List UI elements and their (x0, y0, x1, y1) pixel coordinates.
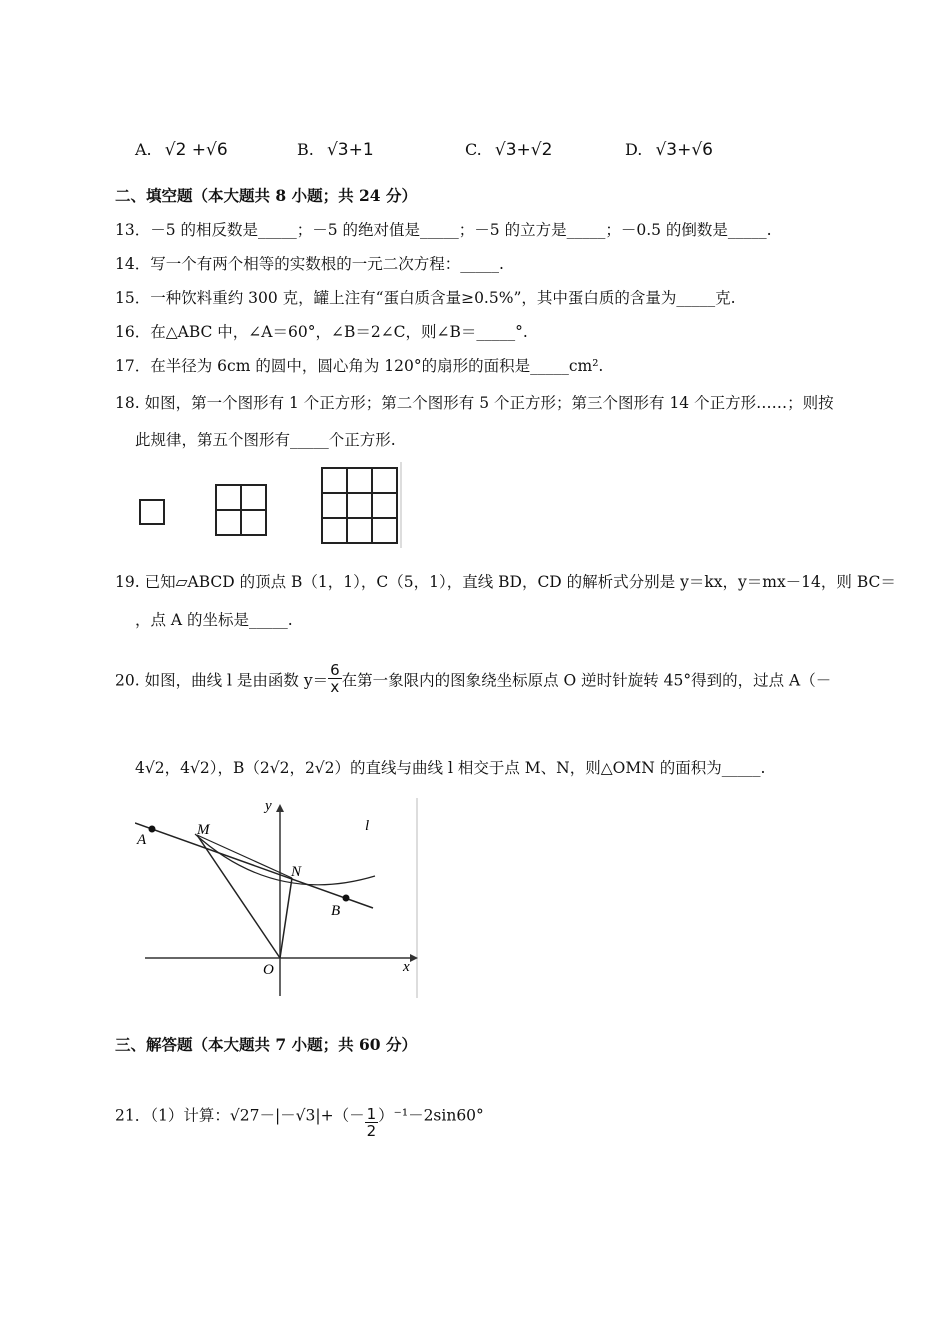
fraction-denominator: 2 (366, 1122, 377, 1140)
label-l: l (365, 818, 370, 834)
question-21-expr-a: √27－|－√3|+（－ (229, 1106, 365, 1125)
question-21 (115, 1094, 484, 1139)
option-d (625, 140, 713, 160)
fraction-numerator: 1 (366, 1105, 377, 1123)
option-a-expr: √2 +√6 (164, 140, 228, 160)
question-21-expr-b: ）⁻¹－2sin60° (378, 1106, 484, 1125)
label-n: N (291, 864, 302, 880)
question-20-text-b: 在第一象限内的图象绕坐标原点 O 逆时针旋转 45°得到的，过点 A（－ (341, 671, 832, 690)
fraction-1-over-2 (365, 1106, 379, 1139)
option-b-expr: √3+1 (326, 140, 374, 160)
point-a-dot (149, 826, 156, 833)
segment-on (280, 878, 292, 958)
label-b: B (331, 903, 341, 919)
option-d-label: D. (625, 140, 643, 159)
question-17: 17．在半径为 6cm 的圆中，圆心角为 120°的扇形的面积是_____cm². (115, 357, 604, 375)
line-ab (135, 823, 373, 908)
squares-figure (130, 460, 405, 550)
option-a-label: A. (135, 140, 152, 159)
question-16: 16．在△ABC 中，∠A＝60°，∠B＝2∠C，则∠B＝_____°. (115, 323, 528, 341)
question-20-text-a: 20. 如图，曲线 l 是由函数 y＝ (115, 671, 329, 690)
question-21-prefix: 21．（1）计算： (115, 1106, 230, 1125)
section-title-answers: 三、解答题（本大题共 7 小题；共 60 分） (115, 1035, 417, 1054)
question-20-line-1 (115, 661, 832, 696)
question-19-line-1: 19. 已知▱ABCD 的顶点 B（1，1），C（5，1），直线 BD，CD 的解析式分别是 y＝kx，y＝mx－14，则 BC＝ (115, 573, 896, 591)
option-b-label: B. (297, 140, 314, 159)
option-d-expr: √3+√6 (655, 140, 713, 160)
fraction-numerator: 6 (330, 661, 340, 679)
option-c-label: C. (465, 140, 482, 159)
fraction-denominator: x (330, 678, 340, 696)
option-c-expr: √3+√2 (494, 140, 553, 160)
option-a (135, 140, 228, 160)
section-title-fill-in: 二、填空题（本大题共 8 小题；共 24 分） (115, 186, 417, 205)
y-axis-arrow-icon (276, 804, 284, 812)
figure-3-grid (322, 468, 397, 543)
label-a: A (137, 832, 147, 848)
question-15: 15．一种饮料重约 300 克，罐上注有“蛋白质含量≥0.5%”，其中蛋白质的含量为_____克. (115, 289, 736, 307)
question-14: 14．写一个有两个相等的实数根的一元二次方程：_____. (115, 255, 504, 273)
question-20-line-2: 4√2，4√2），B（2√2，2√2）的直线与曲线 l 相交于点 M、N，则△OMN 的面积为_____. (135, 759, 766, 777)
fraction-6-over-x (328, 662, 342, 695)
question-18-line-2: 此规律，第五个图形有_____个正方形. (135, 431, 396, 449)
question-13: 13．－5 的相反数是_____；－5 的绝对值是_____；－5 的立方是_____；－0.5 的倒数是_____. (115, 221, 772, 239)
label-m: M (197, 822, 210, 838)
label-x: x (403, 959, 410, 975)
label-o: O (263, 962, 274, 978)
question-18-line-1: 18. 如图，第一个图形有 1 个正方形；第二个图形有 5 个正方形；第三个图形有 14 个正方形……；则按 (115, 394, 834, 412)
point-b-dot (343, 895, 350, 902)
curve-graph (135, 796, 420, 1001)
question-19-line-2: ，点 A 的坐标是_____. (135, 611, 293, 629)
figure-2-grid (216, 485, 266, 535)
option-b (297, 140, 374, 160)
option-c (465, 140, 552, 160)
figure-1-square (140, 500, 164, 524)
label-y: y (265, 798, 272, 814)
